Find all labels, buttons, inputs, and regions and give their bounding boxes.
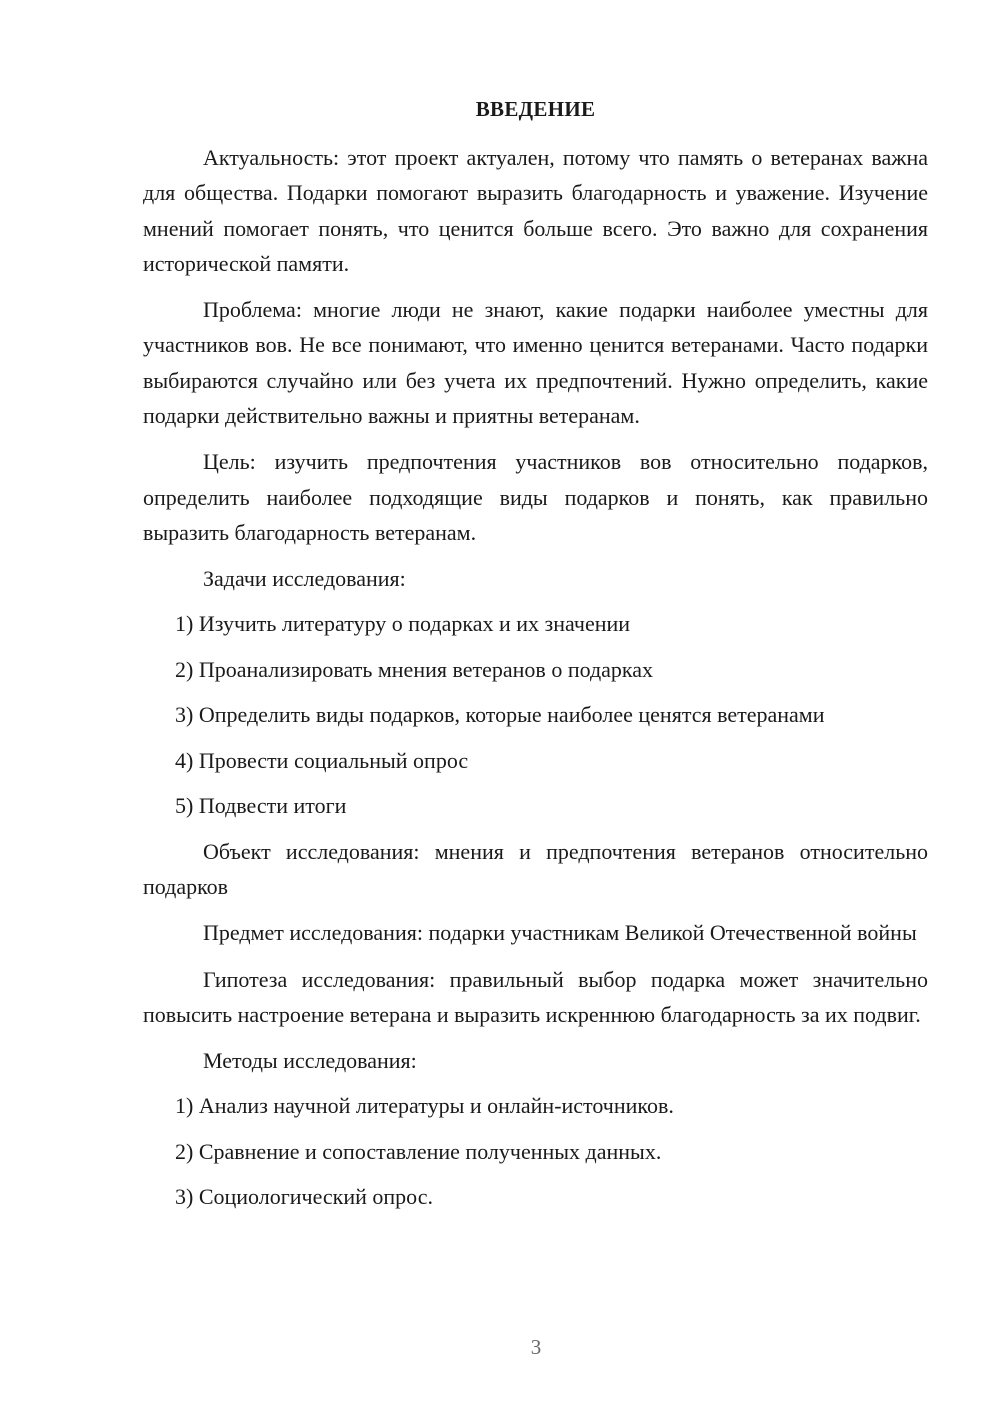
methods-list [143, 1088, 928, 1214]
task-item: 4) Провести социальный опрос [175, 747, 469, 773]
document-content [143, 92, 928, 1225]
method-item: 2) Сравнение и сопоставление полученных данных. [175, 1138, 662, 1164]
methods-heading: Методы исследования: [203, 1048, 417, 1074]
task-item: 5) Подвести итоги [175, 793, 347, 819]
task-item: 1) Изучить литературу о подарках и их значении [175, 611, 631, 637]
subject-paragraph: Предмет исследования: подарки участникам Великой Отечественной войны [203, 920, 917, 946]
hypothesis-paragraph: Гипотеза исследования: правильный выбор подарка может значительно повысить настроение ветерана и выразить искреннюю благодарность за их подвиг. [143, 966, 928, 1027]
task-item: 3) Определить виды подарков, которые наиболее ценятся ветеранами [175, 702, 825, 728]
method-item: 1) Анализ научной литературы и онлайн-источников. [175, 1093, 674, 1119]
page-title: ВВЕДЕНИЕ [475, 97, 596, 121]
method-item: 3) Социологический опрос. [175, 1184, 433, 1210]
tasks-heading: Задачи исследования: [203, 566, 406, 592]
relevance-paragraph: Актуальность: этот проект актуален, потому что память о ветеранах важна для общества. Подарки помогают выразить благодарность и уважение. Изучение мнений помогает понять, что ценится больше всего. Это важно для сохранения исторической памяти. [143, 145, 928, 276]
problem-paragraph: Проблема: многие люди не знают, какие подарки наиболее уместны для участников вов. Не все понимают, что именно ценится ветеранами. Часто подарки выбираются случайно или без учета их предпочтений. Нужно определить, какие подарки действительно важны и приятны ветеранам. [143, 297, 928, 429]
tasks-list [143, 606, 928, 823]
task-item: 2) Проанализировать мнения ветеранов о подарках [175, 656, 654, 682]
goal-paragraph: Цель: изучить предпочтения участников вов относительно подарков, определить наиболее подходящие виды подарков и понять, как правильно выразить благодарность ветеранам. [143, 449, 928, 545]
page-number: 3 [530, 1335, 542, 1359]
object-paragraph: Объект исследования: мнения и предпочтения ветеранов относительно подарков [143, 838, 928, 900]
